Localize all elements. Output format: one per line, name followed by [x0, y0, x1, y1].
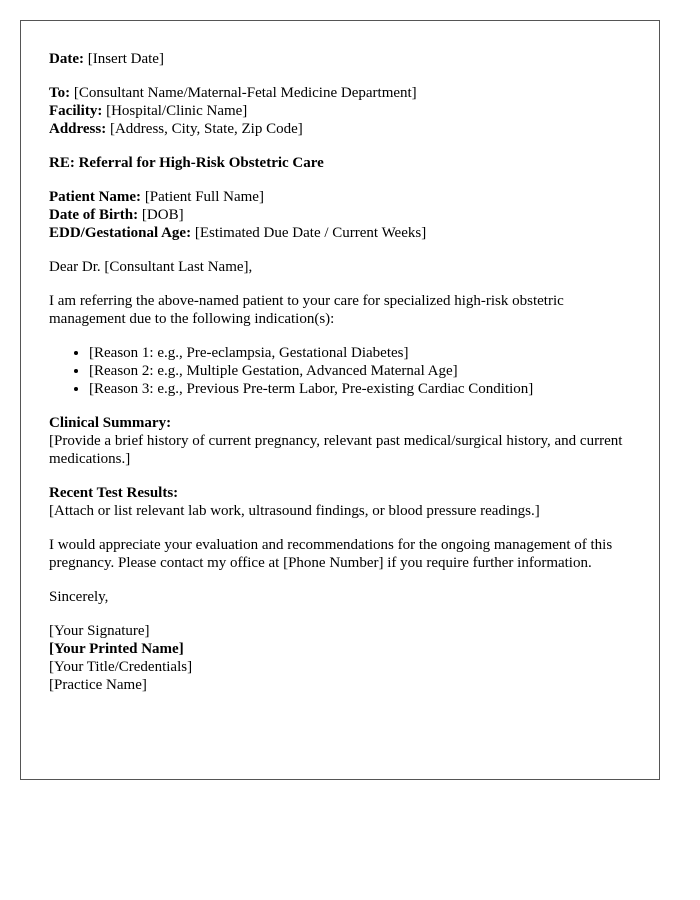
patient-block	[49, 188, 639, 242]
address-value: [Address, City, State, Zip Code]	[109, 121, 303, 137]
patient-name-line	[49, 188, 639, 206]
clinical-summary-heading: Clinical Summary:	[49, 415, 172, 431]
referral-letter	[49, 50, 639, 694]
title-credentials: [Your Title/Credentials]	[49, 659, 193, 675]
facility-value: [Hospital/Clinic Name]	[106, 103, 248, 119]
dob-line	[49, 206, 639, 224]
subject-text: RE: Referral for High-Risk Obstetric Care	[49, 155, 324, 171]
patient-name-value: [Patient Full Name]	[144, 189, 264, 205]
to-value: [Consultant Name/Maternal-Fetal Medicine Department]	[73, 85, 417, 101]
to-line	[49, 84, 639, 102]
letter-page	[20, 20, 660, 780]
list-item: • [Reason 2: e.g., Multiple Gestation, Advanced Maternal Age]	[89, 362, 639, 380]
list-item: • [Reason 1: e.g., Pre-eclampsia, Gestational Diabetes]	[89, 344, 639, 362]
reasons-list	[49, 344, 639, 398]
address-line	[49, 120, 639, 138]
edd-label: EDD/Gestational Age:	[49, 225, 192, 241]
signature-block	[49, 622, 639, 694]
test-results-section	[49, 484, 639, 520]
subject-line	[49, 154, 639, 172]
practice-name: [Practice Name]	[49, 677, 147, 693]
to-label: To:	[49, 85, 71, 101]
recipient-block	[49, 84, 639, 138]
facility-line	[49, 102, 639, 120]
valediction: Sincerely,	[49, 589, 109, 605]
test-results-text: [Attach or list relevant lab work, ultrasound findings, or blood pressure readings.]	[49, 503, 540, 519]
dob-value: [DOB]	[141, 207, 184, 223]
intro-paragraph: I am referring the above-named patient to your care for specialized high-risk obstetric management due to the following indication(s):	[49, 293, 564, 327]
list-item: • [Reason 3: e.g., Previous Pre-term Labor, Pre-existing Cardiac Condition]	[89, 380, 639, 398]
salutation: Dear Dr. [Consultant Last Name],	[49, 259, 253, 275]
test-results-heading: Recent Test Results:	[49, 485, 179, 501]
printed-name: [Your Printed Name]	[49, 641, 184, 657]
date-line	[49, 50, 639, 68]
clinical-summary-text: [Provide a brief history of current pregnancy, relevant past medical/surgical history, and current medications.]	[49, 433, 623, 467]
date-value: [Insert Date]	[87, 51, 164, 67]
edd-line	[49, 224, 639, 242]
closing-paragraph: I would appreciate your evaluation and recommendations for the ongoing management of this pregnancy. Please contact my office at [Phone Number] if you require further information.	[49, 537, 613, 571]
facility-label: Facility:	[49, 103, 103, 119]
signature-line: [Your Signature]	[49, 623, 150, 639]
dob-label: Date of Birth:	[49, 207, 139, 223]
clinical-summary-section	[49, 414, 639, 468]
edd-value: [Estimated Due Date / Current Weeks]	[194, 225, 427, 241]
date-label: Date:	[49, 51, 84, 67]
patient-name-label: Patient Name:	[49, 189, 142, 205]
address-label: Address:	[49, 121, 107, 137]
